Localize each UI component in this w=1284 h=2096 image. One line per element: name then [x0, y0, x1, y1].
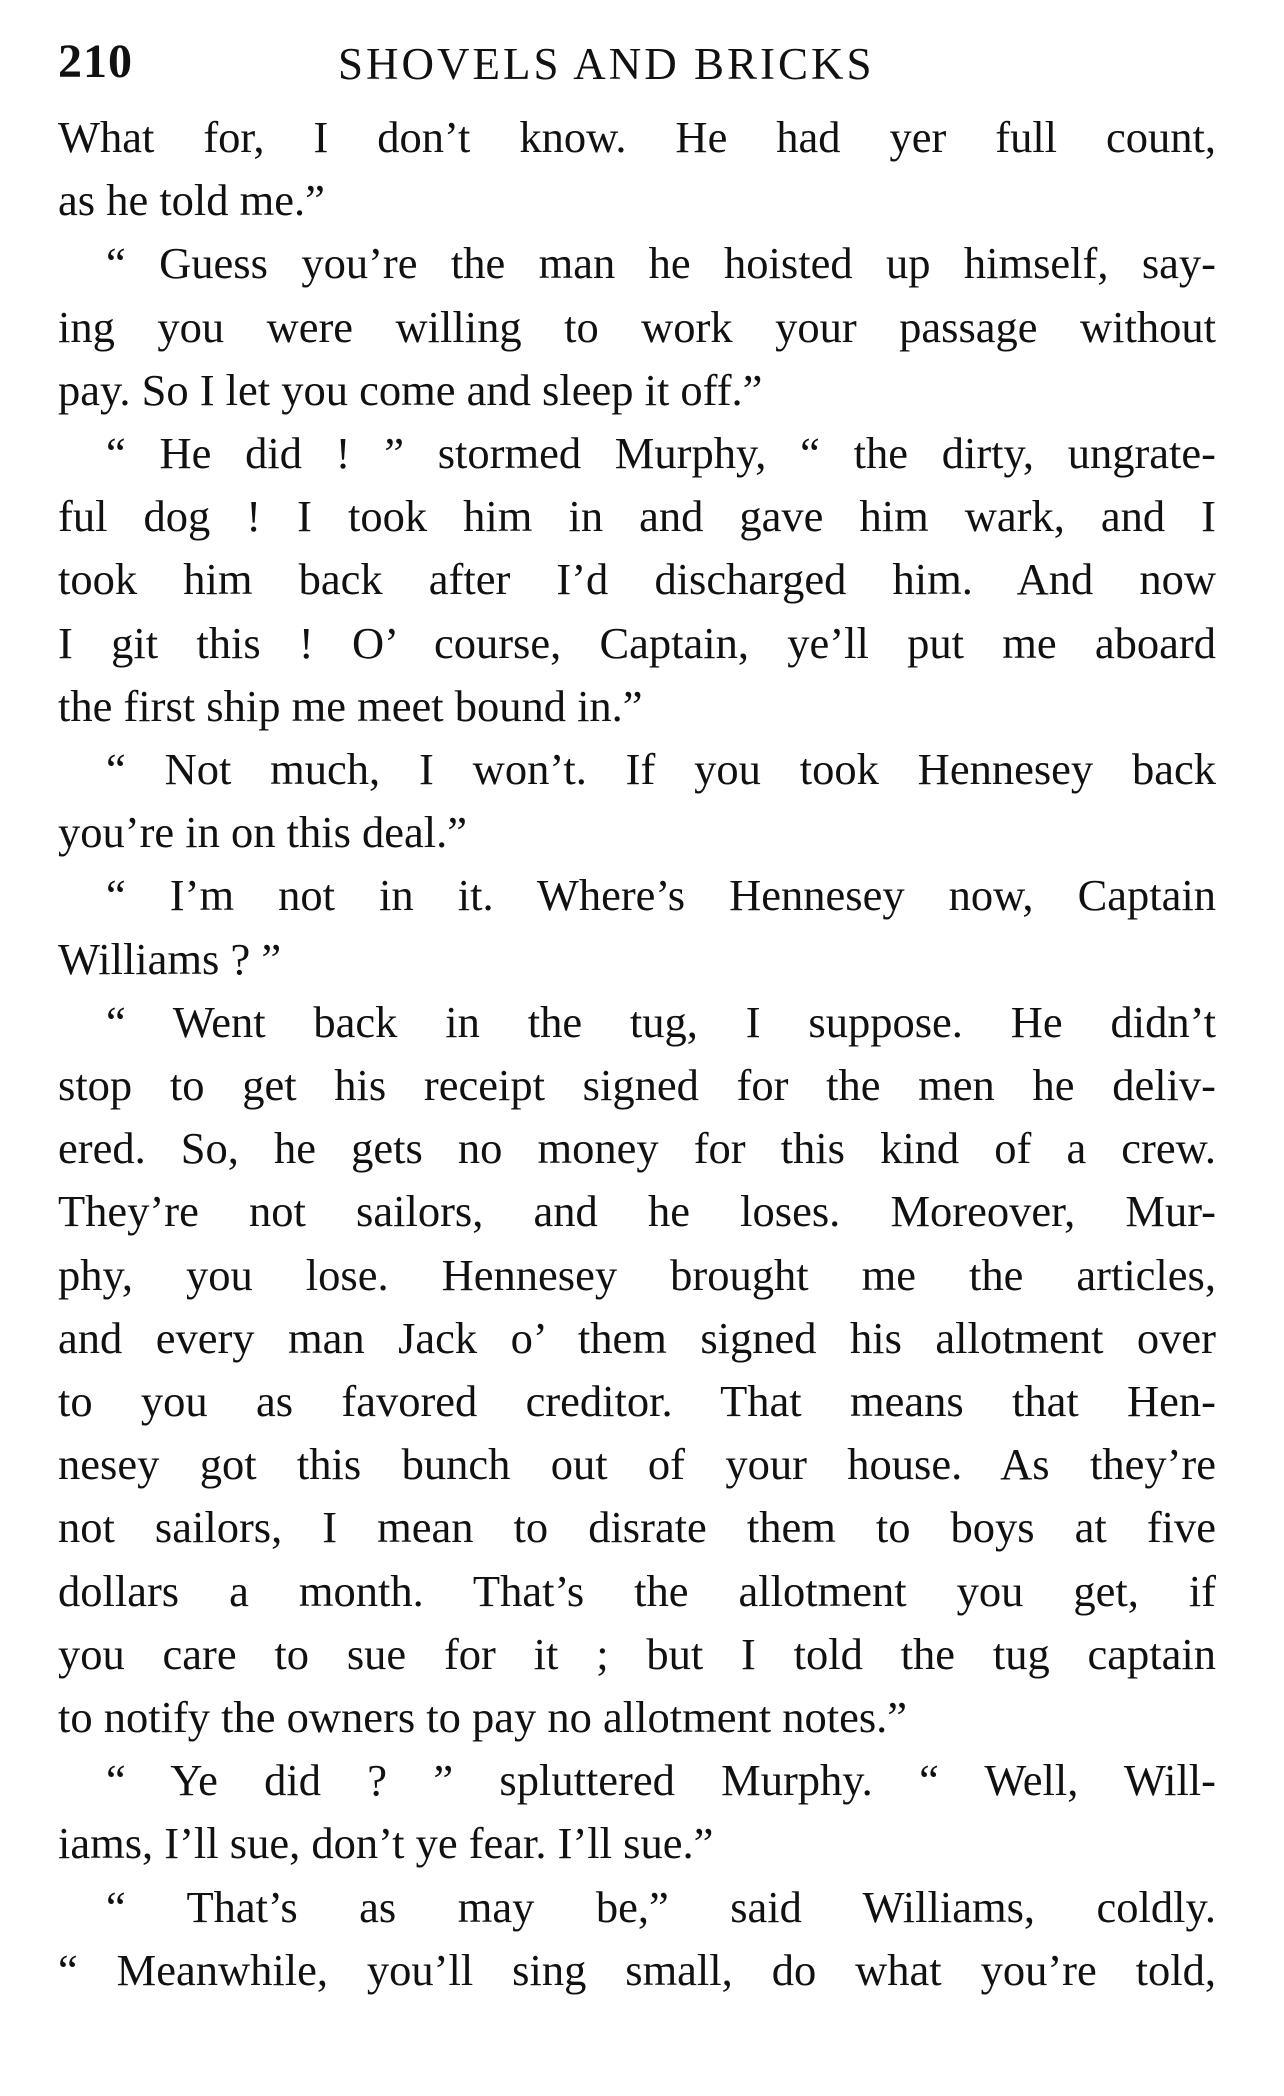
text-line: iams, I’ll sue, don’t ye fear. I’ll sue.”	[58, 1818, 714, 1869]
page-number: 210	[58, 35, 133, 88]
text-line: stop to get his receipt signed for the men he deliv-	[58, 1060, 1216, 1111]
text-line: phy, you lose. Hennesey brought me the articles,	[58, 1249, 1216, 1300]
text-line: They’re not sailors, and he loses. Moreover, Mur-	[58, 1186, 1216, 1237]
book-page	[58, 30, 1216, 2002]
running-head	[58, 30, 1216, 100]
text-line: the first ship me meet bound in.”	[58, 680, 643, 731]
text-line: and every man Jack o’ them signed his allotment over	[58, 1312, 1216, 1363]
text-line: took him back after I’d discharged him. And now	[58, 554, 1216, 605]
text-line: to you as favored creditor. That means that Hen-	[58, 1376, 1216, 1427]
text-line: as he told me.”	[58, 175, 325, 226]
text-line: “ Guess you’re the man he hoisted up himself, say-	[106, 238, 1216, 289]
text-line: “ I’m not in it. Where’s Hennesey now, Captain	[106, 870, 1216, 921]
text-line: ered. So, he gets no money for this kind of a crew.	[58, 1123, 1216, 1174]
text-line: “ Meanwhile, you’ll sing small, do what you’re told,	[58, 1944, 1216, 1995]
text-line: “ That’s as may be,” said Williams, coldly.	[106, 1881, 1216, 1932]
text-line: pay. So I let you come and sleep it off.”	[58, 364, 763, 415]
text-line: you care to sue for it ; but I told the tug captain	[58, 1628, 1216, 1679]
text-line: “ He did ! ” stormed Murphy, “ the dirty, ungrate-	[106, 428, 1216, 479]
text-line: “ Ye did ? ” spluttered Murphy. “ Well, Will-	[106, 1755, 1216, 1806]
text-line: I git this ! O’ course, Captain, ye’ll put me aboard	[58, 617, 1216, 668]
body-text	[58, 106, 1216, 2002]
text-line: “ Not much, I won’t. If you took Hennesey back	[106, 744, 1216, 795]
text-line: Williams ? ”	[58, 933, 282, 984]
text-line: to notify the owners to pay no allotment notes.”	[58, 1692, 908, 1743]
text-line: dollars a month. That’s the allotment you get, if	[58, 1565, 1216, 1616]
text-line: ful dog ! I took him in and gave him wark, and I	[58, 491, 1216, 542]
running-title: SHOVELS AND BRICKS	[338, 39, 875, 89]
text-line: you’re in on this deal.”	[58, 807, 468, 858]
text-line: ing you were willing to work your passage without	[58, 301, 1216, 352]
text-line: nesey got this bunch out of your house. As they’re	[58, 1439, 1216, 1490]
text-line: “ Went back in the tug, I suppose. He didn’t	[106, 996, 1216, 1047]
text-line: What for, I don’t know. He had yer full count,	[58, 112, 1216, 162]
text-line: not sailors, I mean to disrate them to boys at five	[58, 1502, 1216, 1553]
